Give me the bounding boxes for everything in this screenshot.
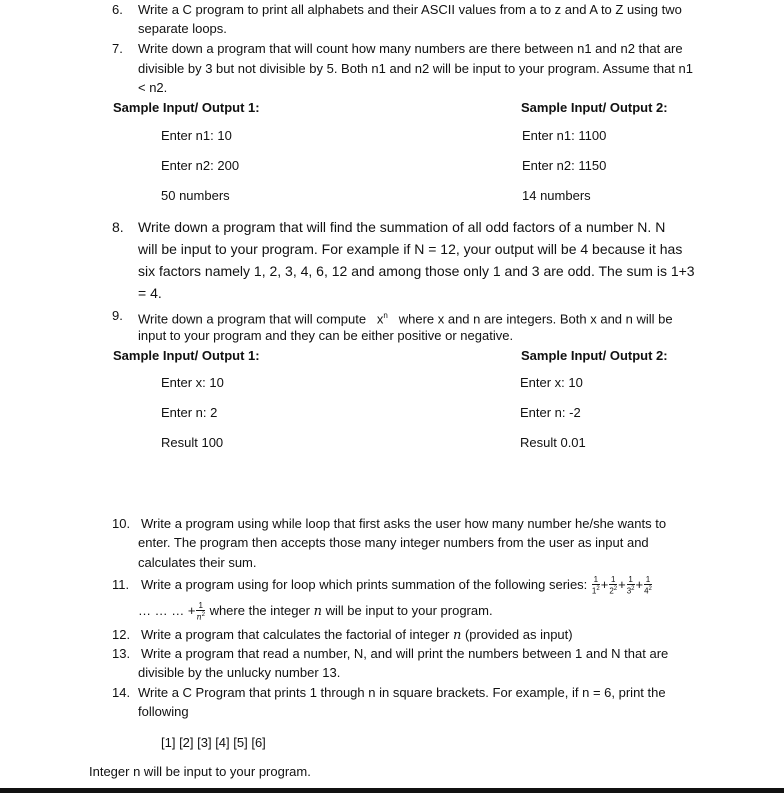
- q6-line1: Write a C program to print all alphabets and their ASCII values from a to z and A to Z using two: [138, 2, 682, 17]
- q11-text-pre: Write a program using for loop which prints summation of the following series:: [141, 577, 588, 592]
- q11-line2: [138, 601, 493, 622]
- q7-number: 7.: [112, 41, 123, 56]
- q12-text-post: (provided as input): [464, 627, 573, 642]
- q7-sample1-line3: 50 numbers: [161, 188, 230, 203]
- q9-sample2-line2: Enter n: -2: [520, 405, 581, 420]
- q9-text-pre: Write down a program that will compute: [138, 311, 367, 327]
- q11-text-post: where the integer: [209, 603, 311, 618]
- q14-line2: following: [138, 704, 189, 719]
- fraction-1-over-n-squared: $\frac{1}{n^2}$: [196, 601, 205, 622]
- q11-line1: [141, 575, 653, 596]
- q10-line1: Write a program using while loop that first asks the user how many number he/she wants to: [141, 516, 667, 531]
- q9-sample1-line2: Enter n: 2: [161, 405, 218, 420]
- q14-line1: Write a C Program that prints 1 through n in square brackets. For example, if n = 6, print the: [138, 685, 666, 700]
- q12-line1: [141, 625, 573, 646]
- q8-line1: Write down a program that will find the summation of all odd factors of a number N. N: [138, 219, 666, 235]
- q14-example-output: [1] [2] [3] [4] [5] [6]: [161, 735, 266, 750]
- q11-text-post2: will be input to your program.: [325, 603, 493, 618]
- fraction-1-over-1-squared: $\frac{1}{1^2}$: [591, 575, 600, 596]
- q12-number: 12.: [112, 627, 131, 642]
- q9-text-post: where x and n are integers. Both x and n will be: [398, 311, 673, 327]
- footer-note: Integer n will be input to your program.: [89, 764, 311, 779]
- q8-line4: = 4.: [138, 285, 162, 301]
- q9-line2: input to your program and they can be either positive or negative.: [138, 328, 514, 343]
- q10-number: 10.: [112, 516, 131, 531]
- q13-number: 13.: [112, 646, 131, 661]
- q13-line2: divisible by the unlucky number 13.: [138, 665, 341, 680]
- q7-sample2-heading: Sample Input/ Output 2:: [521, 100, 668, 115]
- q9-sample2-line1: Enter x: 10: [520, 375, 583, 390]
- fraction-1-over-3-squared: $\frac{1}{3^2}$: [626, 575, 635, 596]
- q10-line3: calculates their sum.: [138, 555, 257, 570]
- q7-sample1-line2: Enter n2: 200: [161, 158, 240, 173]
- q12-variable-n: n: [452, 628, 462, 643]
- q9-power-exponent: n: [383, 311, 388, 320]
- q9-sample2-line3: Result 0.01: [520, 435, 586, 450]
- q11-number: 11.: [112, 577, 130, 592]
- fraction-1-over-4-squared: $\frac{1}{4^2}$: [644, 575, 652, 596]
- q7-sample2-line1: Enter n1: 1100: [522, 128, 607, 143]
- q11-variable-n: n: [313, 604, 323, 619]
- q7-sample1-heading: Sample Input/ Output 1:: [113, 100, 260, 115]
- q6-line2: separate loops.: [138, 21, 227, 36]
- q14-number: 14.: [112, 685, 131, 700]
- page-bottom-border: [0, 788, 784, 793]
- series-formula: $\frac{1}{1^2}$ + $\frac{1}{2^2}$ + $\frac{1}{3^2}$ + $\frac{1}{4^2}$: [591, 575, 652, 596]
- q7-line1: Write down a program that will count how many numbers are there between n1 and n2 that are: [138, 41, 683, 56]
- q7-line3: < n2.: [138, 80, 168, 95]
- q7-sample2-line2: Enter n2: 1150: [522, 158, 607, 173]
- q9-sample1-line3: Result 100: [161, 435, 224, 450]
- q8-number: 8.: [112, 219, 124, 235]
- q11-ellipsis: … … … +: [138, 603, 196, 618]
- q7-line2: divisible by 3 but not divisible by 5. Both n1 and n2 will be input to your program. Assume that n1: [138, 61, 693, 76]
- q8-line3: six factors namely 1, 2, 3, 4, 6, 12 and among those only 1 and 3 are odd. The sum is 1+3: [138, 263, 695, 279]
- q7-sample1-line1: Enter n1: 10: [161, 128, 232, 143]
- q9-sample1-line1: Enter x: 10: [161, 375, 224, 390]
- fraction-1-over-2-squared: $\frac{1}{2^2}$: [609, 575, 618, 596]
- q13-line1: Write a program that read a number, N, and will print the numbers between 1 and N that are: [141, 646, 669, 661]
- q9-sample2-heading: Sample Input/ Output 2:: [521, 348, 668, 363]
- q9-power-base: x: [376, 311, 384, 327]
- q6-number: 6.: [112, 2, 123, 17]
- q9-number: 9.: [112, 308, 123, 323]
- q8-line2: will be input to your program. For example if N = 12, your output will be 4 because it has: [138, 241, 683, 257]
- q7-sample2-line3: 14 numbers: [522, 188, 591, 203]
- q12-text-pre: Write a program that calculates the factorial of integer: [141, 627, 450, 642]
- q10-line2: enter. The program then accepts those many integer numbers from the user as input and: [138, 535, 649, 550]
- q9-sample1-heading: Sample Input/ Output 1:: [113, 348, 260, 363]
